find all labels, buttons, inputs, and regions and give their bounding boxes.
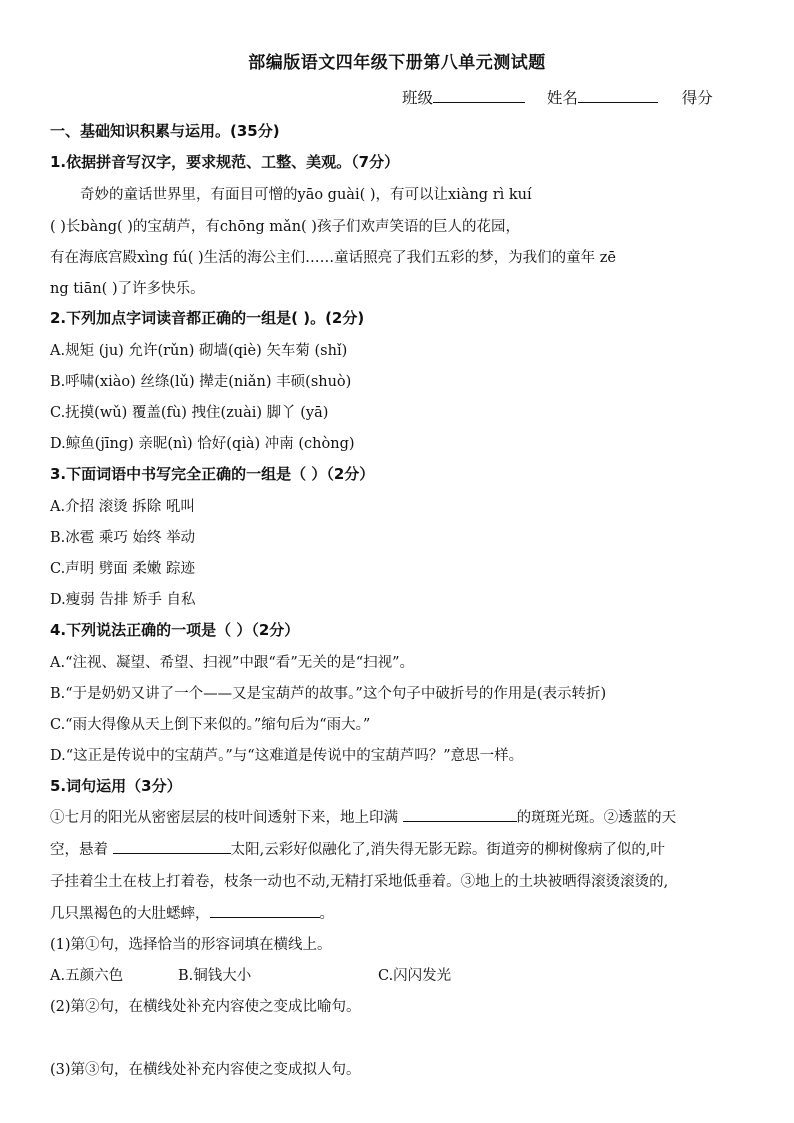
question-2-option-d: D.鲸鱼(jīng) 亲昵(nì) 恰好(qià) 冲南 (chòng) — [50, 436, 355, 452]
name-blank — [578, 88, 658, 103]
student-info-line — [402, 86, 713, 108]
class-label: 班级 — [402, 89, 434, 107]
question-5-sub-2: (2)第②句，在横线处补充内容使之变成比喻句。 — [50, 999, 361, 1015]
question-4-option-a: A.“注视、凝望、希望、扫视”中跟“看”无关的是“扫视”。 — [50, 655, 415, 671]
question-3-heading: 3.下面词语中书写完全正确的一组是（ ）（2分） — [50, 465, 375, 483]
question-5-sub-1: (1)第①句，选择恰当的形容词填在横线上。 — [50, 937, 332, 953]
name-label: 姓名 — [546, 89, 578, 107]
answer-blank-2[interactable] — [113, 840, 231, 854]
question-5-passage-line-1: ①七月的阳光从密密层层的枝叶间透射下来，地上印满 的斑斑光斑。②透蓝的天 — [50, 810, 677, 826]
class-blank — [433, 88, 525, 103]
page-title: 部编版语文四年级下册第八单元测试题 — [248, 53, 546, 73]
question-1-line-3: 有在海底宫殿xìng fú( )生活的海公主们……童话照亮了我们五彩的梦，为我们的童年 zē — [50, 250, 616, 266]
question-3-option-d: D.瘦弱 告排 矫手 自私 — [50, 592, 196, 608]
question-2-option-a: A.规矩 (ju) 允许(rǔn) 砌墙(qiè) 矢车菊 (shǐ) — [50, 343, 348, 359]
question-2-heading: 2.下列加点字词读音都正确的一组是( )。(2分) — [50, 309, 365, 327]
question-4-option-b: B.“于是奶奶又讲了一个——又是宝葫芦的故事。”这个句子中破折号的作用是(表示转折) — [50, 686, 607, 702]
answer-blank-3[interactable] — [210, 904, 320, 918]
question-4-heading: 4.下列说法正确的一项是（ ）（2分） — [50, 621, 300, 639]
question-1-line-2: ( )长bàng( )的宝葫芦，有chōng mǎn( )孩子们欢声笑语的巨人的花园， — [50, 219, 520, 235]
question-1-line-4: ng tiān( )了许多快乐。 — [50, 281, 205, 297]
question-5-passage-line-4: 几只黑褐色的大肚蟋蟀， 。 — [50, 906, 334, 922]
question-1-heading: 1.依据拼音写汉字，要求规范、工整、美观。（7分） — [50, 153, 400, 171]
score-label: 得分 — [681, 89, 713, 107]
question-4-option-d: D.“这正是传说中的宝葫芦。”与“这难道是传说中的宝葫芦吗？”意思一样。 — [50, 748, 524, 764]
question-3-option-c: C.声明 劈面 柔嫩 踪迹 — [50, 561, 196, 577]
question-2-option-c: C.抚摸(wǔ) 覆盖(fù) 拽住(zuài) 脚丫 (yā) — [50, 405, 329, 421]
question-4-option-c: C.“雨大得像从天上倒下来似的。”缩句后为“雨大。” — [50, 717, 371, 733]
question-1-line-1: 奇妙的童话世界里，有面目可憎的yāo guài( )，有可以让xiàng rì kuí — [80, 187, 532, 203]
question-5-heading: 5.词句运用（3分） — [50, 777, 182, 795]
question-2-option-b: B.呼啸(xiào) 丝绦(lǔ) 撵走(niǎn) 丰硕(shuò) — [50, 374, 352, 390]
question-3-option-b: B.冰雹 乘巧 始终 举动 — [50, 530, 196, 546]
answer-blank-1[interactable] — [403, 808, 517, 822]
question-3-option-a: A.介招 滚烫 拆除 吼叫 — [50, 499, 195, 515]
question-5-sub-1-option-c: C.闪闪发光 — [378, 968, 452, 984]
question-5-sub-3: (3)第③句，在横线处补充内容使之变成拟人句。 — [50, 1062, 361, 1078]
question-5-passage-line-3: 子挂着尘土在枝上打着卷，枝条一动也不动,无精打采地低垂着。③地上的土块被晒得滚烫滚烫的, — [50, 874, 669, 890]
question-5-passage-line-2: 空，悬着 太阳,云彩好似融化了,消失得无影无踪。街道旁的柳树像病了似的,叶 — [50, 842, 665, 858]
question-5-sub-1-option-b: B.铜钱大小 — [178, 968, 252, 984]
section-heading: 一、基础知识积累与运用。(35分) — [50, 122, 280, 140]
question-5-sub-1-option-a: A.五颜六色 — [50, 968, 124, 984]
